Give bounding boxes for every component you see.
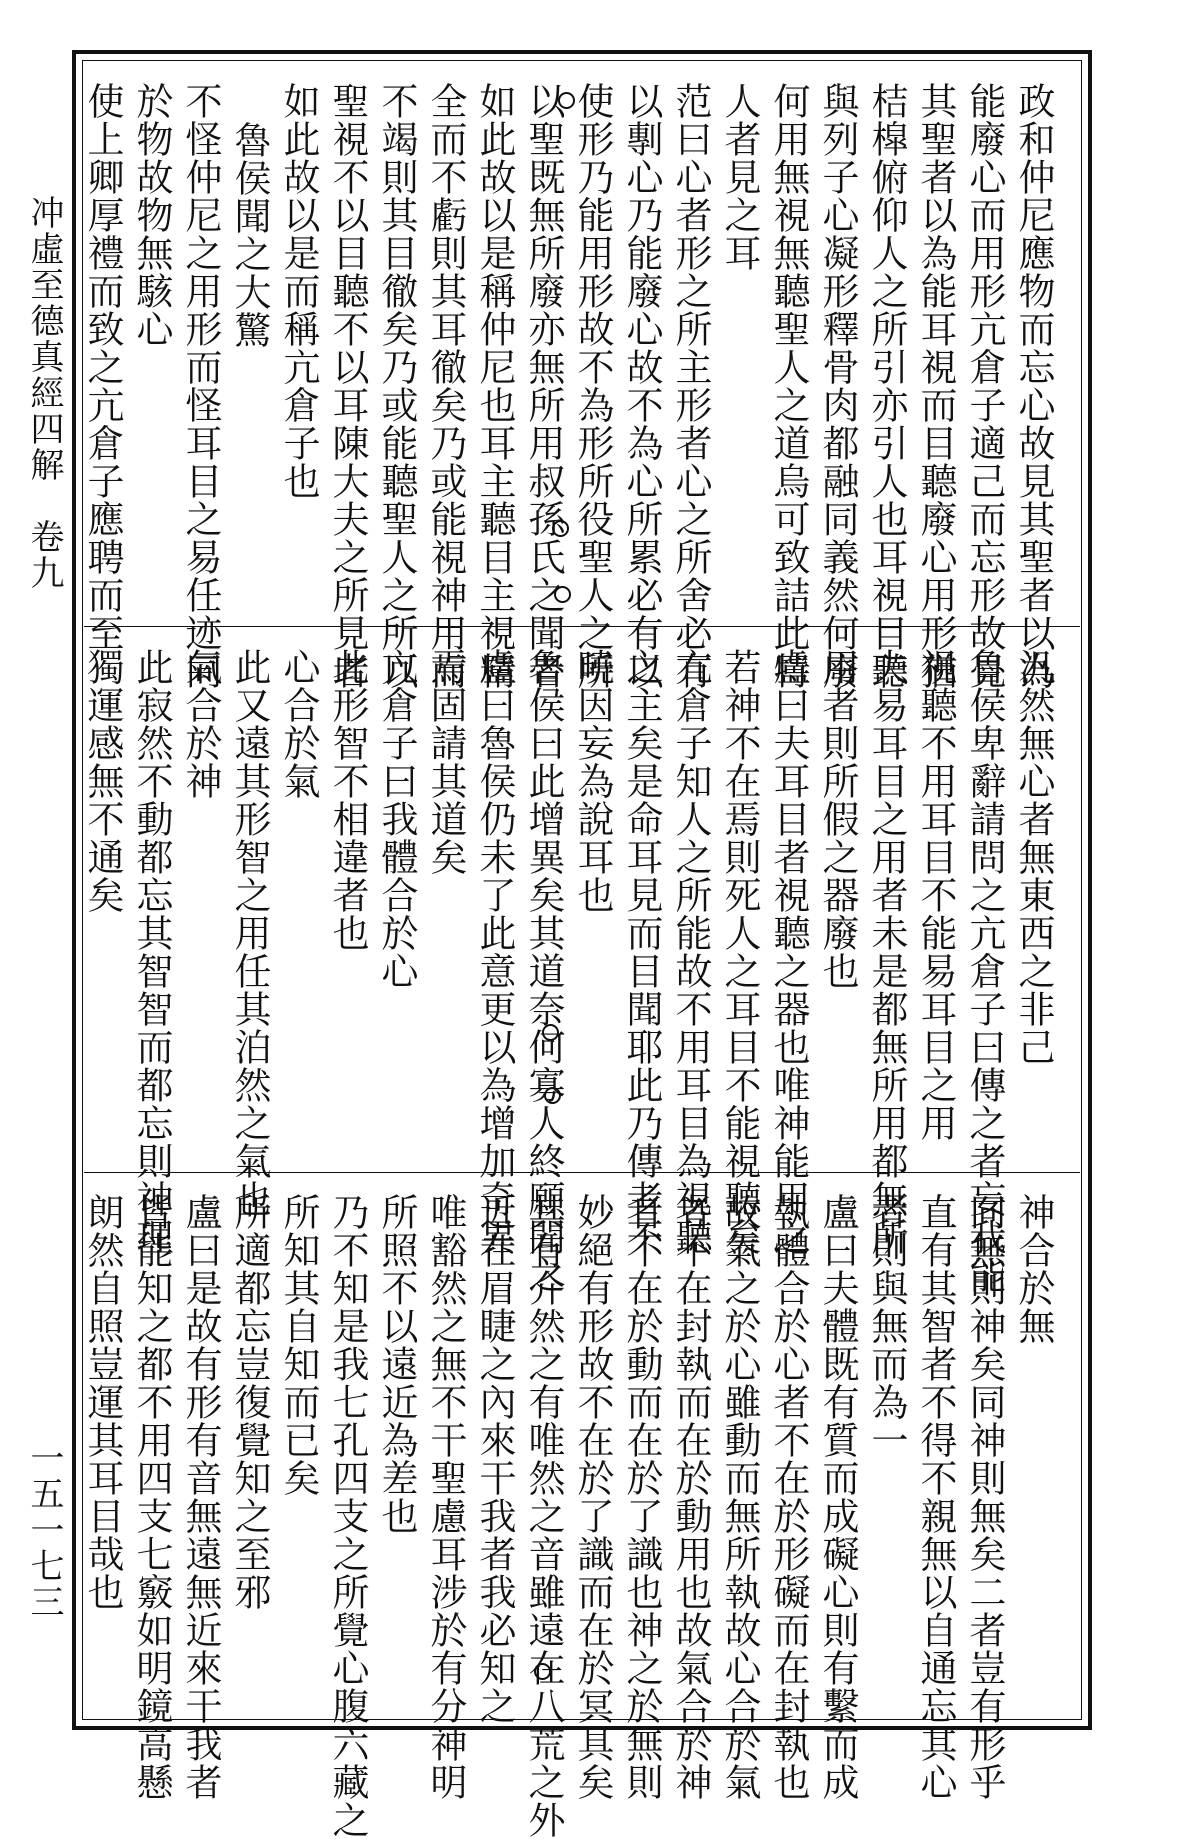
text-column: 亢倉子曰我體合於心 <box>375 648 418 990</box>
text-column: 何用無視無聽聖人之道烏可致詰此特 <box>767 82 810 690</box>
text-column: 視聽不用耳目不能易耳目之用 <box>914 648 957 1142</box>
text-column: 其有介然之有唯然之音雖遠在八荒之外 <box>522 1193 565 1839</box>
text-column: 心合於氣 <box>277 648 320 800</box>
text-column: 如此故以是稱仲尼也耳主聽目主視精 <box>473 82 516 690</box>
annotation-circle-mark <box>544 1087 561 1104</box>
text-column: 曉因妄為說耳也 <box>571 648 614 914</box>
text-column: 乃不知是我七孔四支之所覺心腹六藏之 <box>326 1193 369 1839</box>
text-column: 使上卿厚禮而致之亢倉子應聘而至 <box>81 82 124 652</box>
column-group <box>78 1193 1058 1839</box>
annotation-circle-mark <box>558 92 575 109</box>
text-column: 所照不以遠近為差也 <box>375 1193 418 1535</box>
text-column: 與列子心凝形釋骨肉都融同義然何廢 <box>816 82 859 690</box>
text-column: 者則與無而為一 <box>865 1193 908 1459</box>
text-column: 如此故以是而稱亢倉子也 <box>277 82 320 500</box>
text-column: 范曰心者形之所主形者心之所舍必有 <box>669 82 712 690</box>
text-panel-bottom <box>81 1175 1078 1839</box>
text-column: 者不在封執而在於動用也故氣合於神 <box>669 1193 712 1801</box>
text-column: 此寂然不動都忘其智智而都忘則神理 <box>130 648 173 1256</box>
text-column: 直有其智者不得不親無以自通忘其心 <box>914 1193 957 1801</box>
text-column: 盧曰是故有形有音無遠無近來干我者 <box>179 1193 222 1801</box>
text-column: 用者則所假之器廢也 <box>816 648 859 990</box>
book-title-margin: 冲虛至德真經四解 卷九 <box>24 195 64 591</box>
text-column: 之主矣是命耳見而目聞耶此乃傳者不 <box>620 648 663 1256</box>
text-panel-top <box>81 64 1078 690</box>
text-column: 者不在於動而在於了識也神之於無則 <box>620 1193 663 1801</box>
text-column: 全而不虧則其耳徹矣乃或能視神用而 <box>424 82 467 690</box>
text-column: 故氣之於心雖動而無所執故心合於氣 <box>718 1193 761 1801</box>
annotation-circle-mark <box>552 520 569 537</box>
text-column: 所知其自知而已矣 <box>277 1193 320 1497</box>
text-column: 亢倉子知人之所能故不用耳目為視聽 <box>669 648 712 1256</box>
text-column: 以剸心乃能廢心故不為心所累必有以 <box>620 82 663 690</box>
annotation-circle-mark <box>542 1024 559 1041</box>
text-column: 魯侯聞之大驚 <box>228 121 271 349</box>
text-column: 以聖既無所廢亦無所用叔孫氏之聞者 <box>522 82 565 690</box>
text-column: 盧曰魯侯仍未了此意更以為增加奇異 <box>473 648 516 1256</box>
text-column: 不怪仲尼之用形而怪耳目之易任迹同 <box>179 82 222 690</box>
text-column: 汎然無心者無東西之非己 <box>1012 648 1055 1066</box>
text-column: 其聖者以為能耳視而目聽廢心用形猶 <box>914 82 957 690</box>
text-column: 政和仲尼應物而忘心故見其聖者以為 <box>1012 82 1055 690</box>
text-column: 若神不在焉則死人之耳目不能視聽矣 <box>718 648 761 1256</box>
text-column: 夫易耳目之用者未是都無所用都無所 <box>865 648 908 1256</box>
page-number-margin: 一五一七三 <box>24 1440 64 1620</box>
text-column: 魯侯卑辭請問之亢倉子曰傳之者妄我能 <box>963 648 1006 1294</box>
text-column: 桔槹俯仰人之所引亦引人也耳視目聽 <box>865 82 908 690</box>
text-column: 於物故物無駭心 <box>130 82 173 348</box>
annotation-circle-mark <box>534 1663 551 1680</box>
text-column: 同無則神矣同神則無矣二者豈有形乎 <box>963 1193 1006 1801</box>
text-column: 此又遠其形智之用任其泊然之氣也 <box>228 648 271 1218</box>
text-column: 焉固請其道矣 <box>424 648 467 876</box>
text-column: 能廢心而用形亢倉子適己而忘形故見 <box>963 82 1006 690</box>
text-column: 妙絕有形故不在於了識而在於冥具矣 <box>571 1193 614 1801</box>
text-column: 盧曰夫耳目者視聽之器也唯神能用之 <box>767 648 810 1256</box>
text-column: 聖視不以目聽不以耳陳大夫之所見者 <box>326 82 369 690</box>
annotation-circle-mark <box>554 586 571 603</box>
text-column: 唯豁然之無不干聖慮耳涉於有分神明 <box>424 1193 467 1801</box>
text-column: 所適都忘豈復覺知之至邪 <box>228 1193 271 1611</box>
text-column: 盧曰夫體既有質而成礙心則有繫而成 <box>816 1193 859 1801</box>
text-column: 氣合於神 <box>179 648 222 800</box>
text-column: 皆能知之都不用四支七竅如明鏡高懸 <box>130 1193 173 1801</box>
text-column: 神合於無 <box>1012 1193 1055 1345</box>
text-column: 執體合於心者不在於形礙而在封執也 <box>767 1193 810 1801</box>
text-column: 不竭則其目徹矣乃或能聽聖人之所以 <box>375 82 418 690</box>
text-column: 近在眉睫之內來干我者我必知之 <box>473 1193 516 1725</box>
text-column: 人者見之耳 <box>718 82 761 272</box>
text-column: 魯侯曰此增異矣其道奈何寡人終願聞之 <box>522 648 565 1294</box>
text-column: 此形智不相違者也 <box>326 648 369 952</box>
text-column: 朗然自照豈運其耳目哉也 <box>81 1193 124 1611</box>
text-column: 獨運感無不通矣 <box>81 648 124 914</box>
text-column: 使形乃能用形故不為形所役聖人之所 <box>571 82 614 690</box>
